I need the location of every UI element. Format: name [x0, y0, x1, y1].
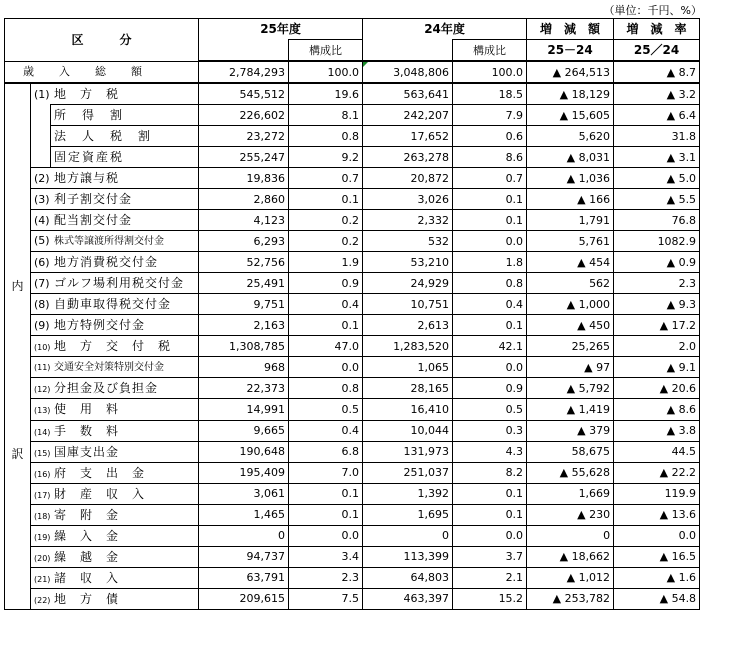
row-label-cell: [31, 336, 199, 357]
row-label-cell: [31, 189, 199, 210]
cell-r24: 0.0: [453, 357, 527, 378]
row-label: 配当割交付金: [54, 213, 133, 228]
row-label-cell: [31, 378, 199, 399]
cell-r25: 8.1: [289, 105, 363, 126]
cell-r25: 19.6: [289, 83, 363, 105]
cell-diff: ▲ 15,605: [527, 105, 614, 126]
total-r25: 100.0: [289, 61, 363, 83]
header-category: 区 分: [5, 19, 199, 62]
table-row: [5, 147, 700, 168]
cell-y24: 1,283,520: [363, 336, 453, 357]
table-row: [5, 126, 700, 147]
row-label: 交通安全対策特別交付金: [54, 362, 164, 374]
cell-y25: 1,465: [199, 504, 289, 525]
cell-r25: 1.9: [289, 252, 363, 273]
row-number: (2): [34, 172, 50, 186]
cell-r24: 0.1: [453, 210, 527, 231]
table-row: [5, 546, 700, 567]
cell-r25: 3.4: [289, 546, 363, 567]
table-row: [5, 357, 700, 378]
cell-diff: ▲ 55,628: [527, 462, 614, 483]
cell-y24: 563,641: [363, 83, 453, 105]
cell-y25: 94,737: [199, 546, 289, 567]
cell-r24: 2.1: [453, 567, 527, 588]
side-label-2: 訳: [11, 447, 24, 461]
cell-r24: 0.8: [453, 273, 527, 294]
cell-y25: 0: [199, 525, 289, 546]
cell-r25: 0.5: [289, 399, 363, 420]
cell-rate: 76.8: [614, 210, 700, 231]
cell-y25: 4,123: [199, 210, 289, 231]
row-label-cell: [31, 210, 199, 231]
cell-diff: 0: [527, 525, 614, 546]
cell-rate: 44.5: [614, 441, 700, 462]
row-number: (3): [34, 193, 50, 207]
row-label: 地 方 交 付 税: [54, 339, 172, 354]
cell-y24: 251,037: [363, 462, 453, 483]
cell-r25: 0.1: [289, 504, 363, 525]
cell-r25: 0.1: [289, 189, 363, 210]
cell-y24: 0: [363, 525, 453, 546]
header-diff-amount-sub: 25－24: [527, 40, 614, 62]
cell-diff: 58,675: [527, 441, 614, 462]
row-label: 財 産 収 入: [54, 486, 146, 501]
row-number: (12): [34, 385, 51, 395]
cell-diff: ▲ 166: [527, 189, 614, 210]
cell-r25: 0.9: [289, 273, 363, 294]
cell-rate: ▲ 3.8: [614, 420, 700, 441]
cell-diff: ▲ 253,782: [527, 588, 614, 609]
cell-rate: 31.8: [614, 126, 700, 147]
cell-rate: 1082.9: [614, 231, 700, 252]
header-diff-amount: 増 減 額: [527, 19, 614, 40]
row-label-cell: [31, 83, 199, 105]
cell-y25: 255,247: [199, 147, 289, 168]
header-diff-rate: 増 減 率: [614, 19, 700, 40]
total-rate: ▲ 8.7: [614, 61, 700, 83]
row-label-cell: [31, 546, 199, 567]
cell-y25: 226,602: [199, 105, 289, 126]
cell-r24: 18.5: [453, 83, 527, 105]
cell-r24: 4.3: [453, 441, 527, 462]
cell-diff: ▲ 8,031: [527, 147, 614, 168]
cell-rate: ▲ 20.6: [614, 378, 700, 399]
cell-diff: ▲ 18,662: [527, 546, 614, 567]
table-row: [5, 441, 700, 462]
cell-r24: 1.8: [453, 252, 527, 273]
table-row: [5, 567, 700, 588]
cell-rate: ▲ 1.6: [614, 567, 700, 588]
row-number: (19): [34, 532, 51, 542]
row-number: (15): [34, 448, 51, 458]
row-label: 手 数 料: [54, 423, 120, 438]
cell-r24: 8.6: [453, 147, 527, 168]
row-label: 株式等譲渡所得割交付金: [54, 236, 164, 248]
cell-rate: ▲ 3.1: [614, 147, 700, 168]
row-label: 固定資産税: [51, 147, 199, 168]
cell-rate: ▲ 13.6: [614, 504, 700, 525]
row-number: (13): [34, 406, 51, 416]
row-label-cell: [31, 168, 199, 189]
cell-rate: ▲ 3.2: [614, 83, 700, 105]
row-label: 地方特例交付金: [54, 318, 146, 333]
cell-rate: ▲ 17.2: [614, 315, 700, 336]
cell-diff: ▲ 230: [527, 504, 614, 525]
cell-y25: 6,293: [199, 231, 289, 252]
cell-y24: 16,410: [363, 399, 453, 420]
table-row: [5, 210, 700, 231]
row-label: 法 人 税 割: [51, 126, 199, 147]
row-label: 諸 収 入: [54, 570, 120, 585]
row-label-cell: [31, 588, 199, 609]
cell-y25: 25,491: [199, 273, 289, 294]
cell-r24: 0.9: [453, 378, 527, 399]
cell-y25: 9,751: [199, 294, 289, 315]
cell-r24: 0.1: [453, 315, 527, 336]
cell-r24: 0.4: [453, 294, 527, 315]
cell-diff: 25,265: [527, 336, 614, 357]
cell-rate: ▲ 6.4: [614, 105, 700, 126]
cell-diff: ▲ 5,792: [527, 378, 614, 399]
total-y25: 2,784,293: [199, 61, 289, 83]
row-label-cell: [31, 357, 199, 378]
row-number: (5): [34, 234, 50, 248]
cell-y25: 190,648: [199, 441, 289, 462]
cell-rate: 2.0: [614, 336, 700, 357]
cell-r24: 7.9: [453, 105, 527, 126]
cell-diff: 5,761: [527, 231, 614, 252]
cell-diff: ▲ 1,419: [527, 399, 614, 420]
cell-diff: 5,620: [527, 126, 614, 147]
cell-r25: 7.0: [289, 462, 363, 483]
row-label: 自動車取得税交付金: [54, 297, 172, 312]
row-number: (7): [34, 277, 50, 291]
row-label-cell: [31, 567, 199, 588]
row-label: 分担金及び負担金: [54, 381, 159, 396]
cell-diff: ▲ 450: [527, 315, 614, 336]
table-row: [5, 336, 700, 357]
cell-r25: 7.5: [289, 588, 363, 609]
cell-y24: 242,207: [363, 105, 453, 126]
cell-diff: ▲ 18,129: [527, 83, 614, 105]
cell-r24: 15.2: [453, 588, 527, 609]
row-number: (18): [34, 511, 51, 521]
cell-y25: 19,836: [199, 168, 289, 189]
cell-r24: 0.3: [453, 420, 527, 441]
row-label: 地方譲与税: [54, 171, 120, 186]
cell-y25: 2,860: [199, 189, 289, 210]
table-row: [5, 420, 700, 441]
table-row: [5, 462, 700, 483]
row-label: 府 支 出 金: [54, 465, 146, 480]
table-row: [5, 315, 700, 336]
unit-note: （単位：千円、%）: [603, 4, 702, 17]
header-row-1: [5, 19, 700, 40]
cell-y24: 17,652: [363, 126, 453, 147]
row-number: (6): [34, 256, 50, 270]
row-label-cell: [31, 231, 199, 252]
row-label: 所 得 割: [51, 105, 199, 126]
cell-diff: 1,791: [527, 210, 614, 231]
total-label: 歳 入 総 額: [5, 61, 199, 83]
cell-r24: 0.5: [453, 399, 527, 420]
table-row: [5, 588, 700, 609]
cell-rate: ▲ 8.6: [614, 399, 700, 420]
row-label-cell: [31, 315, 199, 336]
cell-rate: ▲ 5.5: [614, 189, 700, 210]
cell-y24: 532: [363, 231, 453, 252]
cell-y24: 463,397: [363, 588, 453, 609]
cell-r24: 0.0: [453, 231, 527, 252]
table-row: [5, 483, 700, 504]
table-row: [5, 504, 700, 525]
cell-y24: 3,026: [363, 189, 453, 210]
revenue-table: [4, 18, 700, 610]
cell-y24: 1,392: [363, 483, 453, 504]
cell-r25: 0.0: [289, 525, 363, 546]
header-ratio-25: 構成比: [289, 40, 363, 62]
total-y24: 3,048,806: [363, 61, 453, 83]
cell-y24: 10,751: [363, 294, 453, 315]
header-diff-rate-sub: 25／24: [614, 40, 700, 62]
cell-r25: 0.2: [289, 231, 363, 252]
cell-r25: 0.7: [289, 168, 363, 189]
cell-y25: 2,163: [199, 315, 289, 336]
cell-diff: ▲ 379: [527, 420, 614, 441]
row-label-cell: [31, 483, 199, 504]
cell-r25: 0.8: [289, 126, 363, 147]
side-label-1: 内: [11, 279, 24, 293]
row-label-cell: [31, 441, 199, 462]
row-label: 地 方 債: [54, 591, 120, 606]
cell-y25: 63,791: [199, 567, 289, 588]
row-number: (10): [34, 343, 51, 353]
row-label: 繰 越 金: [54, 549, 120, 564]
total-diff: ▲ 264,513: [527, 61, 614, 83]
cell-y24: 131,973: [363, 441, 453, 462]
cell-rate: 0.0: [614, 525, 700, 546]
cell-y25: 1,308,785: [199, 336, 289, 357]
table-row: [5, 168, 700, 189]
header-year-24: 24年度: [363, 19, 527, 40]
cell-rate: ▲ 16.5: [614, 546, 700, 567]
cell-y25: 52,756: [199, 252, 289, 273]
cell-r25: 6.8: [289, 441, 363, 462]
cell-r24: 0.1: [453, 189, 527, 210]
cell-y25: 23,272: [199, 126, 289, 147]
cell-y24: 24,929: [363, 273, 453, 294]
row-label: 利子割交付金: [54, 192, 133, 207]
table-row: [5, 525, 700, 546]
row-label: 国庫支出金: [54, 444, 120, 459]
cell-rate: 2.3: [614, 273, 700, 294]
cell-y25: 968: [199, 357, 289, 378]
row-number: (20): [34, 553, 51, 563]
cell-rate: ▲ 54.8: [614, 588, 700, 609]
cell-y25: 195,409: [199, 462, 289, 483]
cell-diff: ▲ 97: [527, 357, 614, 378]
cell-y25: 3,061: [199, 483, 289, 504]
row-number: (11): [34, 363, 51, 373]
cell-y24: 113,399: [363, 546, 453, 567]
cell-r24: 0.0: [453, 525, 527, 546]
table-row: [5, 105, 700, 126]
table-row: [5, 231, 700, 252]
row-label: 地方消費税交付金: [54, 255, 159, 270]
cell-y24: 2,613: [363, 315, 453, 336]
cell-rate: ▲ 5.0: [614, 168, 700, 189]
row-number: (14): [34, 427, 51, 437]
table-row: [5, 294, 700, 315]
row-number: (8): [34, 298, 50, 312]
row-label: 繰 入 金: [54, 528, 120, 543]
row-label-cell: [31, 504, 199, 525]
table-row: [5, 399, 700, 420]
cell-r24: 0.6: [453, 126, 527, 147]
row-label: 地 方 税: [54, 87, 120, 102]
cell-r25: 0.4: [289, 420, 363, 441]
cell-r24: 0.1: [453, 504, 527, 525]
total-r24: 100.0: [453, 61, 527, 83]
row-label: 寄 附 金: [54, 507, 120, 522]
cell-r24: 42.1: [453, 336, 527, 357]
row-label-cell: [31, 525, 199, 546]
cell-diff: ▲ 1,000: [527, 294, 614, 315]
cell-rate: 119.9: [614, 483, 700, 504]
cell-rate: ▲ 0.9: [614, 252, 700, 273]
row-label-cell: [31, 399, 199, 420]
cell-y25: 22,373: [199, 378, 289, 399]
row-label: ゴルフ場利用税交付金: [54, 276, 185, 291]
cell-y24: 1,695: [363, 504, 453, 525]
row-label-cell: [31, 252, 199, 273]
table-row: [5, 83, 700, 105]
cell-y24: 64,803: [363, 567, 453, 588]
cell-y24: 53,210: [363, 252, 453, 273]
cell-r25: 0.8: [289, 378, 363, 399]
row-label: 使 用 料: [54, 402, 120, 417]
row-number: (17): [34, 490, 51, 500]
cell-diff: ▲ 1,036: [527, 168, 614, 189]
cell-y24: 1,065: [363, 357, 453, 378]
cell-rate: ▲ 9.1: [614, 357, 700, 378]
cell-r24: 3.7: [453, 546, 527, 567]
cell-y25: 9,665: [199, 420, 289, 441]
row-label-cell: [31, 294, 199, 315]
cell-diff: 1,669: [527, 483, 614, 504]
table-row: [5, 252, 700, 273]
row-number: (16): [34, 469, 51, 479]
row-number: (4): [34, 214, 50, 228]
cell-diff: ▲ 454: [527, 252, 614, 273]
cell-y25: 209,615: [199, 588, 289, 609]
cell-r24: 8.2: [453, 462, 527, 483]
header-year-25: 25年度: [199, 19, 363, 40]
row-label-cell: [31, 462, 199, 483]
cell-r25: 0.0: [289, 357, 363, 378]
table-row: [5, 189, 700, 210]
table-row: [5, 273, 700, 294]
row-number: (1): [34, 88, 50, 102]
cell-rate: ▲ 22.2: [614, 462, 700, 483]
cell-r25: 0.1: [289, 483, 363, 504]
cell-rate: ▲ 9.3: [614, 294, 700, 315]
table-row: [5, 378, 700, 399]
cell-y24: 2,332: [363, 210, 453, 231]
cell-y24: 10,044: [363, 420, 453, 441]
cell-r24: 0.1: [453, 483, 527, 504]
cell-y24: 263,278: [363, 147, 453, 168]
cell-r25: 47.0: [289, 336, 363, 357]
cell-y25: 14,991: [199, 399, 289, 420]
cell-y25: 545,512: [199, 83, 289, 105]
row-number: (9): [34, 319, 50, 333]
cell-diff: ▲ 1,012: [527, 567, 614, 588]
cell-y24: 20,872: [363, 168, 453, 189]
total-row: [5, 61, 700, 83]
cell-r25: 9.2: [289, 147, 363, 168]
cell-r25: 0.1: [289, 315, 363, 336]
cell-y24: 28,165: [363, 378, 453, 399]
cell-r25: 0.2: [289, 210, 363, 231]
cell-r25: 2.3: [289, 567, 363, 588]
row-label-cell: [31, 420, 199, 441]
cell-diff: 562: [527, 273, 614, 294]
cell-r24: 0.7: [453, 168, 527, 189]
header-ratio-24: 構成比: [453, 40, 527, 62]
row-number: (22): [34, 595, 51, 605]
row-label-cell: [31, 273, 199, 294]
row-number: (21): [34, 574, 51, 584]
side-label: [5, 83, 31, 610]
cell-r25: 0.4: [289, 294, 363, 315]
